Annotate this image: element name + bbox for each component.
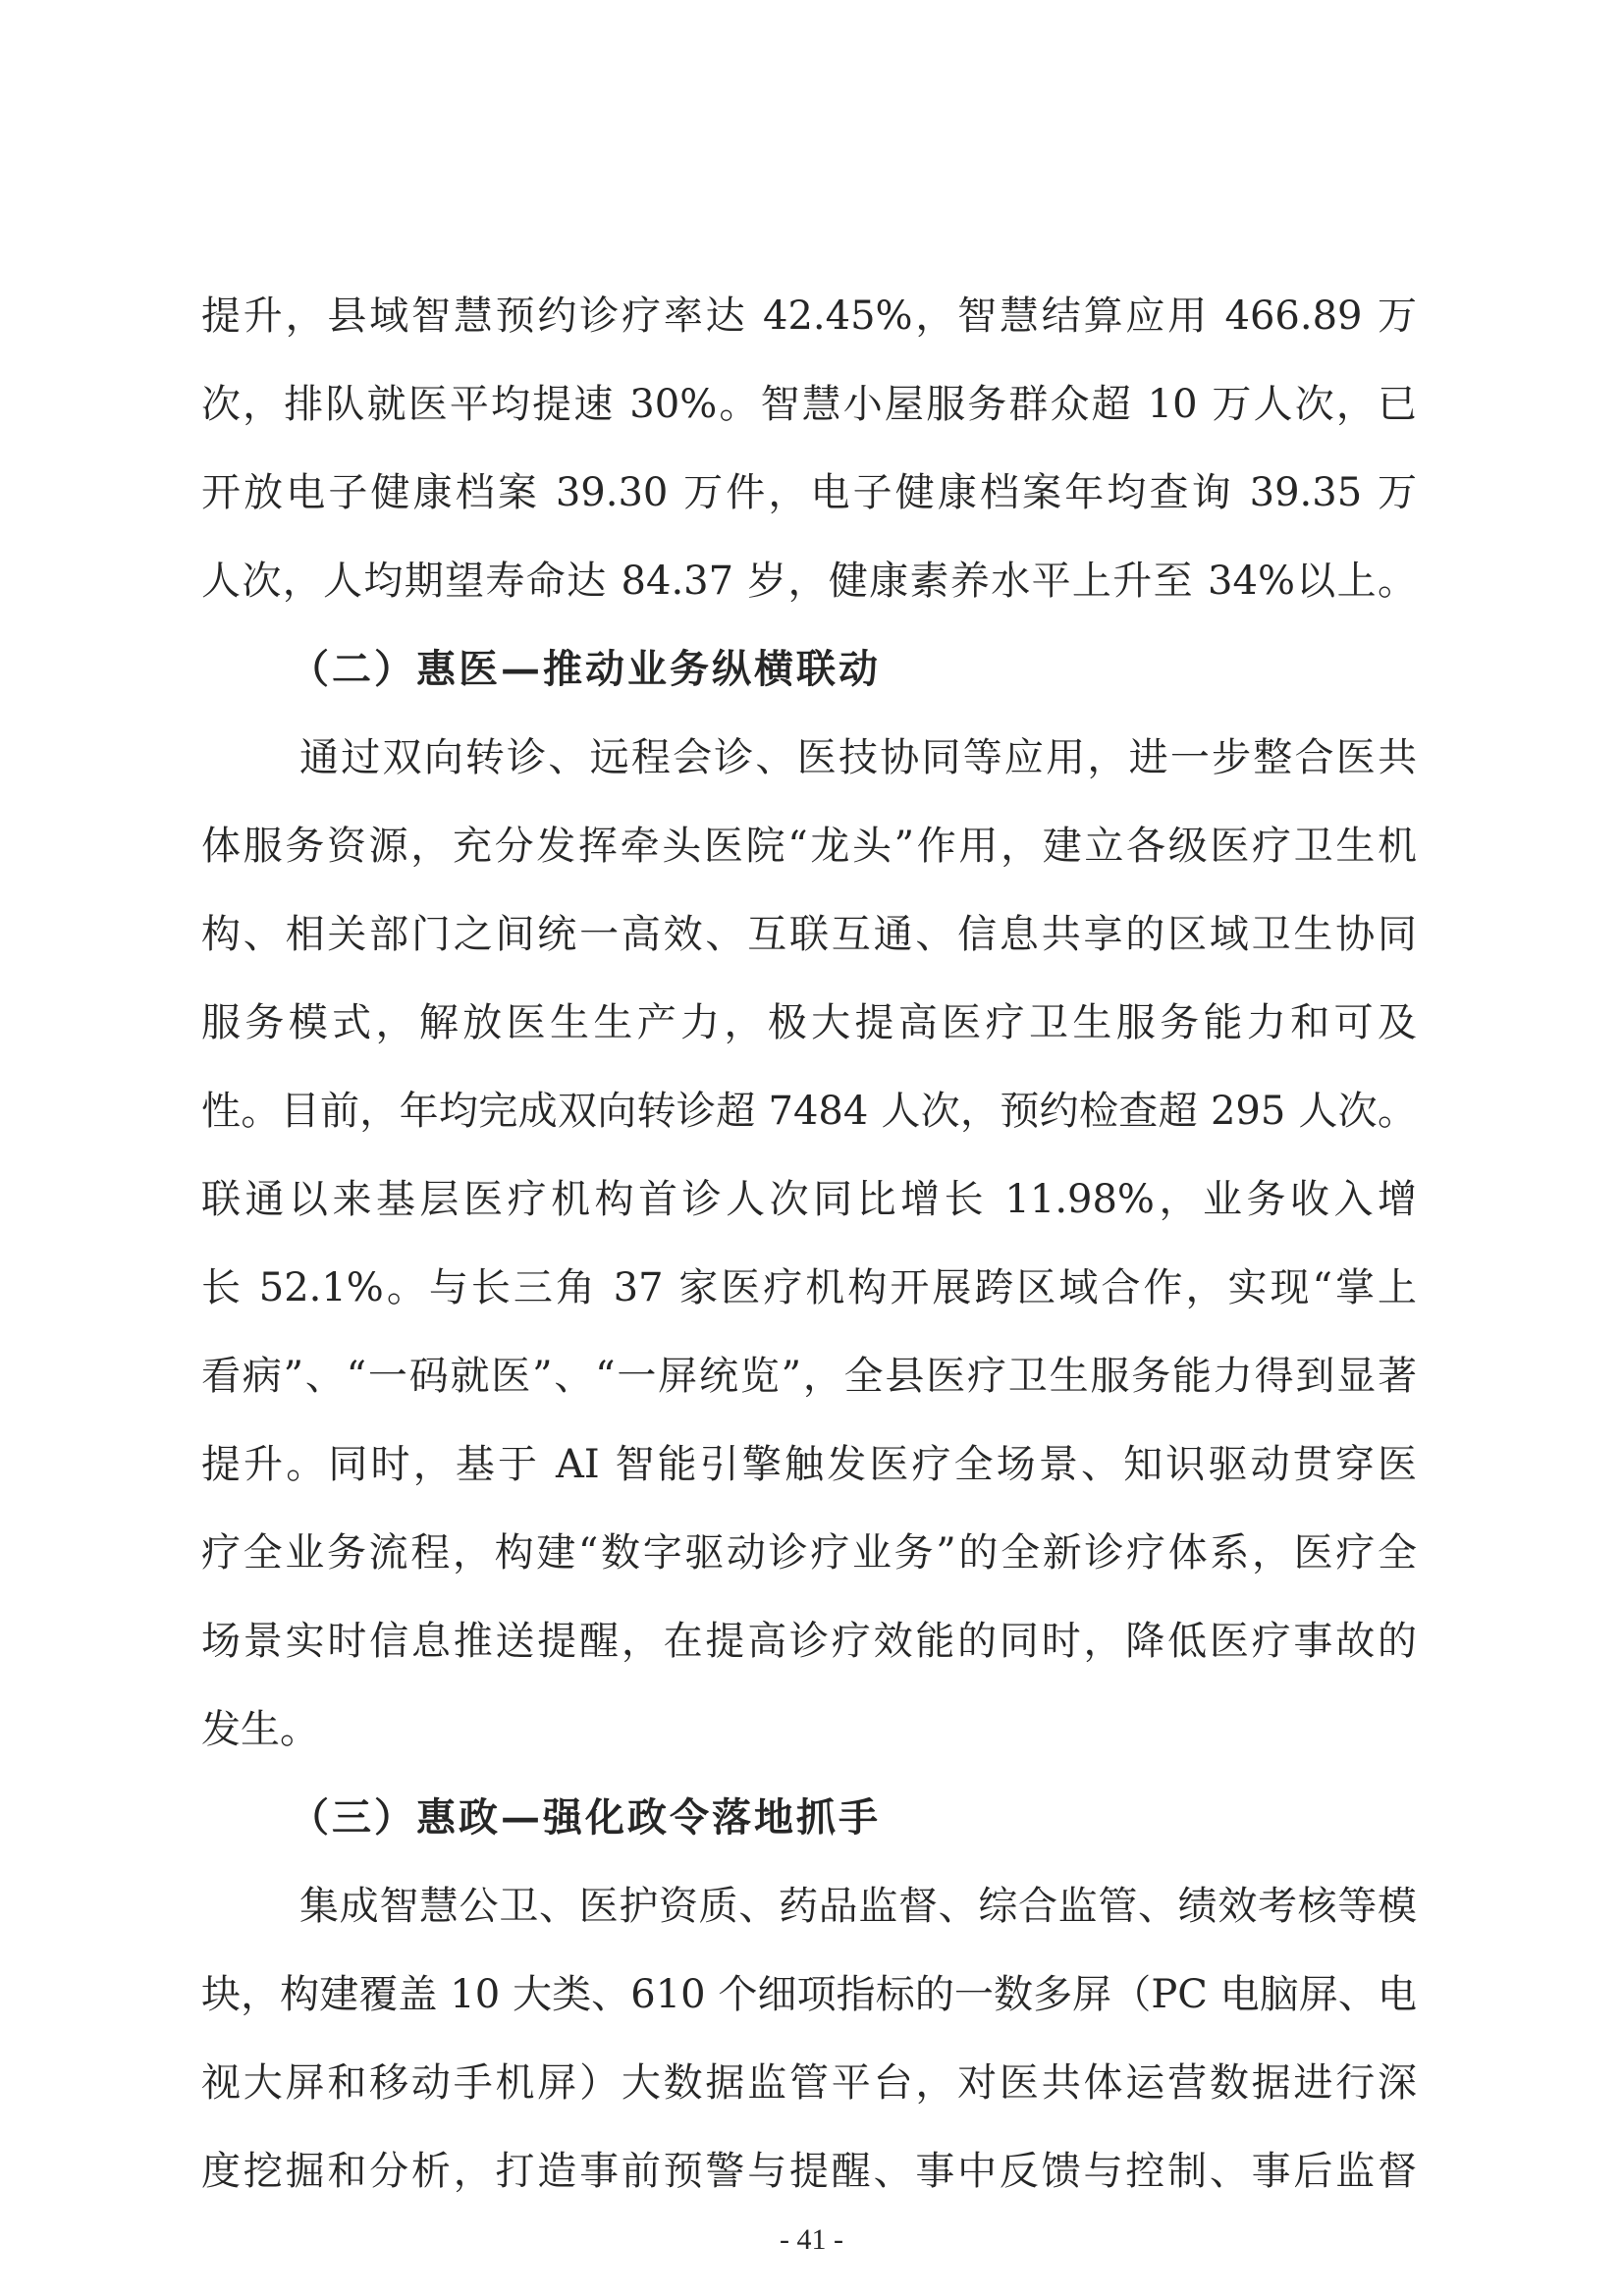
section-heading-2: （二）惠医—推动业务纵横联动 <box>290 646 881 692</box>
paragraph-line: 次，排队就医平均提速 30%。智慧小屋服务群众超 10 万人次，已 <box>201 382 1417 427</box>
paragraph-line: 发生。 <box>201 1707 319 1752</box>
paragraph-line: 看病”、“一码就医”、“一屏统览”，全县医疗卫生服务能力得到显著 <box>201 1354 1417 1399</box>
paragraph-line: 服务模式，解放医生生产力，极大提高医疗卫生服务能力和可及 <box>201 1000 1417 1045</box>
paragraph-line: 开放电子健康档案 39.30 万件，电子健康档案年均查询 39.35 万 <box>201 470 1417 515</box>
paragraph-line: 块，构建覆盖 10 大类、610 个细项指标的一数多屏（PC 电脑屏、电 <box>201 1972 1417 2017</box>
paragraph-line: 长 52.1%。与长三角 37 家医疗机构开展跨区域合作，实现“掌上 <box>201 1265 1417 1310</box>
paragraph-line: 体服务资源，充分发挥牵头医院“龙头”作用，建立各级医疗卫生机 <box>201 824 1417 869</box>
paragraph-line: 集成智慧公卫、医护资质、药品监督、综合监管、绩效考核等模 <box>299 1884 1417 1929</box>
paragraph-line: 性。目前，年均完成双向转诊超 7484 人次，预约检查超 295 人次。 <box>201 1089 1417 1134</box>
page-number: - 41 - <box>780 2223 843 2256</box>
paragraph-line: 通过双向转诊、远程会诊、医技协同等应用，进一步整合医共 <box>299 735 1417 780</box>
paragraph-line: 联通以来基层医疗机构首诊人次同比增长 11.98%，业务收入增 <box>201 1177 1417 1222</box>
paragraph-line: 人次，人均期望寿命达 84.37 岁，健康素养水平上升至 34%以上。 <box>201 559 1417 604</box>
paragraph-line: 场景实时信息推送提醒，在提高诊疗效能的同时，降低医疗事故的 <box>201 1619 1417 1664</box>
paragraph-line: 度挖掘和分析，打造事前预警与提醒、事中反馈与控制、事后监督 <box>201 2149 1417 2194</box>
section-heading-3: （三）惠政—强化政令落地抓手 <box>290 1794 881 1841</box>
paragraph-line: 视大屏和移动手机屏）大数据监管平台，对医共体运营数据进行深 <box>201 2060 1417 2106</box>
paragraph-line: 提升，县域智慧预约诊疗率达 42.45%，智慧结算应用 466.89 万 <box>201 294 1417 339</box>
paragraph-line: 构、相关部门之间统一高效、互联互通、信息共享的区域卫生协同 <box>201 912 1417 957</box>
paragraph-line: 提升。同时，基于 AI 智能引擎触发医疗全场景、知识驱动贯穿医 <box>201 1442 1417 1487</box>
paragraph-line: 疗全业务流程，构建“数字驱动诊疗业务”的全新诊疗体系，医疗全 <box>201 1530 1417 1575</box>
